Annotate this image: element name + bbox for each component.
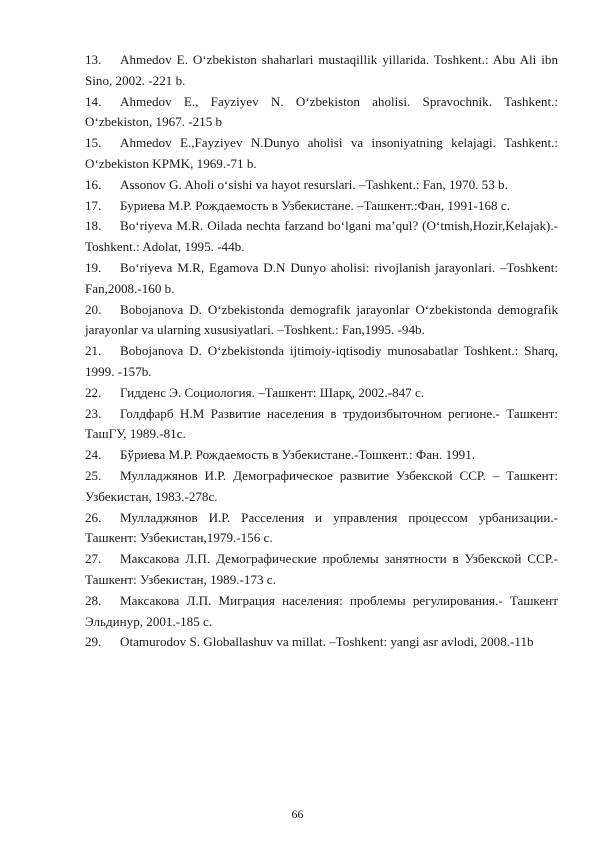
reference-text: Ahmedov E. O‘zbekiston shaharlari mustaqillik yillarida. Toshkent.: Abu Ali ibn Sino, 2002. -221 b. [85, 52, 558, 88]
reference-number: 17. [85, 197, 102, 213]
reference-text: Bobojanova D. O‘zbekistonda demografik jarayonlar O‘zbekistonda demografik jarayonlar va ularning xususiyatlari. –Toshkent.: Fan,1995. -94b. [85, 301, 558, 338]
reference-number: 28. [85, 592, 102, 608]
reference-text: Гидденс Э. Социология. –Ташкент: Шарқ, 2002.-847 с. [120, 384, 425, 400]
reference-number: 13. [85, 52, 102, 67]
reference-number: 14. [85, 93, 102, 109]
reference-text: Бўриева М.Р. Рождаемость в Узбекистане.-Тошкент.: Фан. 1991. [120, 447, 476, 463]
reference-entry [85, 300, 558, 342]
reference-entry [85, 175, 558, 196]
reference-entry [85, 549, 558, 591]
reference-entry [85, 196, 558, 217]
reference-text: Bo‘riyeva M.R, Egamova D.N Dunyo aholisi: rivojlanish jarayonlari. –Toshkent: Fan,2008.-160 b. [85, 259, 558, 296]
reference-number: 15. [85, 135, 102, 151]
page-number: 66 [291, 807, 304, 821]
reference-text: Bo‘riyeva M.R. Oilada nechta farzand bo‘lgani ma’qul? (O‘tmish,Hozir,Kelajak).-Toshkent.: Adolat, 1995. -44b. [85, 218, 558, 255]
reference-text: Буриева М.Р. Рождаемость в Узбекистане. –Ташкент.:Фан, 1991-168 с. [120, 197, 510, 213]
reference-entry [85, 591, 558, 633]
reference-text: Ahmedov E.,Fayziyev N.Dunyo aholisi va insoniyatning kelajagi. Tashkent.: O‘zbekiston KPMK, 1969.-71 b. [85, 135, 558, 171]
reference-entry [85, 216, 558, 258]
reference-entry [85, 50, 558, 92]
reference-entry [85, 92, 558, 134]
reference-text: Ahmedov E., Fayziyev N. O‘zbekiston aholisi. Spravochnik. Tashkent.: O‘zbekiston, 1967. -215 b [85, 93, 558, 130]
reference-number: 20. [85, 301, 102, 317]
reference-entry [85, 445, 558, 466]
reference-text: Максакова Л.П. Демографические проблемы занятности в Узбекской ССР.- Ташкент: Узбекистан, 1989.-173 с. [85, 551, 558, 587]
reference-number: 16. [85, 176, 102, 192]
reference-entry [85, 466, 558, 508]
reference-text: Bobojanova D. O‘zbekistonda ijtimoiy-iqtisodiy munosabatlar Toshkent.: Sharq, 1999. -157b. [85, 343, 558, 379]
reference-number: 21. [85, 343, 102, 359]
reference-number: 18. [85, 218, 102, 234]
reference-number: 23. [85, 405, 102, 421]
reference-text: Голдфарб Н.М Развитие населения в трудоизбыточном регионе.- Ташкент: ТашГУ, 1989.-81с. [85, 405, 558, 442]
reference-text: Мулладжянов И.Р. Демографическое развитие Узбекской ССР. – Ташкент: Узбекистан, 1983.-278с. [85, 467, 558, 504]
reference-number: 27. [85, 551, 102, 567]
reference-list [85, 50, 558, 653]
reference-number: 29. [85, 634, 102, 650]
reference-number: 24. [85, 447, 102, 463]
reference-text: Максакова Л.П. Миграция населения: проблемы регулирования.- Ташкент Эльдинур, 2001.-185 с. [85, 592, 558, 629]
reference-text: Мулладжянов И.Р. Расселения и управления процессом урбанизации.- Ташкент: Узбекистан,1979.-156 с. [85, 509, 558, 546]
reference-entry [85, 258, 558, 300]
reference-entry [85, 133, 558, 175]
reference-text: Assonov G. Aholi o‘sishi va hayot resurslari. –Tashkent.: Fan, 1970. 53 b. [120, 176, 508, 192]
reference-number: 25. [85, 467, 102, 483]
reference-number: 19. [85, 259, 102, 275]
reference-entry [85, 404, 558, 446]
reference-entry [85, 632, 558, 653]
reference-entry [85, 383, 558, 404]
reference-text: Otamurodov S. Globallashuv va millat. –Toshkent: yangi asr avlodi, 2008.-11b [120, 634, 534, 650]
reference-entry [85, 508, 558, 550]
reference-entry [85, 341, 558, 383]
reference-number: 26. [85, 509, 102, 525]
reference-number: 22. [85, 384, 102, 400]
